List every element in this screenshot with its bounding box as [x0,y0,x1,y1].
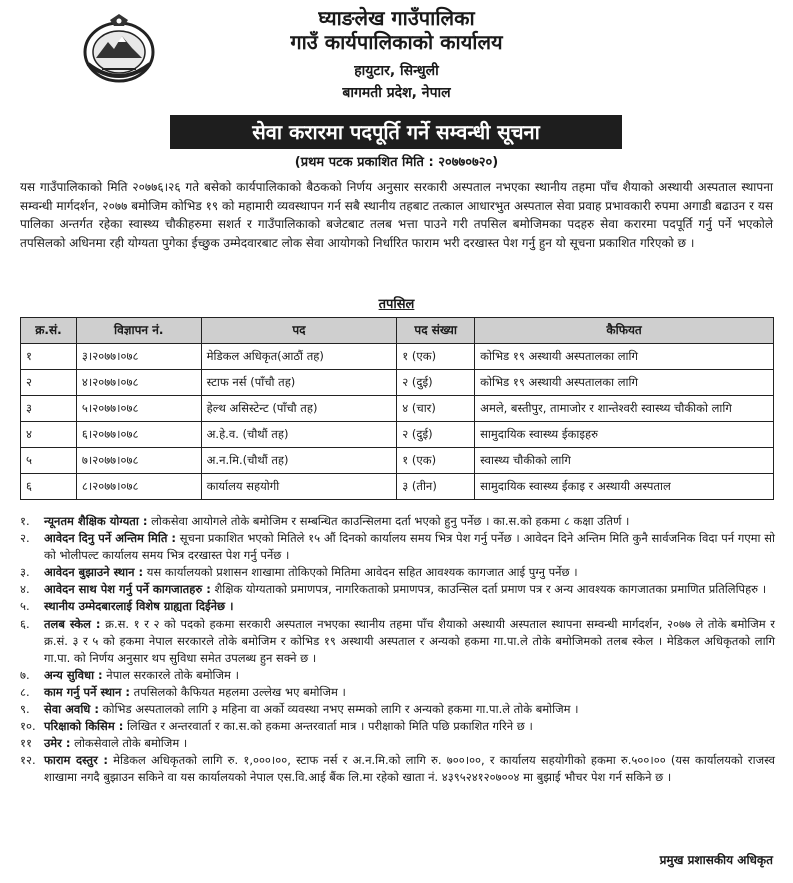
term-label: आवेदन दिनु पर्ने अन्तिम मिति : [44,531,177,546]
term-body [44,667,775,684]
term-body [44,598,775,615]
cell-ad-no: ७।२०७७।०७८ [76,448,201,474]
term-text: मेडिकल अधिकृतको लागि रु. १,०००।००, स्टाफ नर्स र अ.न.मि.को लागि रु. ७००।००, र कार्यालय सहयोगीको हकमा रु.५००।०० (यस कार्यालयको राजस्व शाखामा नगदै बुझाउन सकिने वा यस कार्यालयको नेपाल एस.वि.आई बैंक लि.मा रहेको खाता नं. ४३९५२४१२०७००४ मा बुझाई भौचर पेश गर्न सकिने छ । [44,753,775,785]
term-number: ४. [20,582,30,597]
cell-post: स्टाफ नर्स (पाँचौ तह) [201,370,397,396]
cell-count: १ (एक) [397,448,475,474]
cell-post: मेडिकल अधिकृत(आठौं तह) [201,344,397,370]
term-text: तपसिलको कैफियत महलमा उल्लेख भए बमोजिम । [130,684,346,699]
term-number: ११ [20,736,32,751]
cell-count: ३ (तीन) [397,474,475,500]
cell-ad-no: ८।२०७७।०७८ [76,474,201,500]
term-label: आवेदन बुझाउने स्थान : [44,565,144,580]
intro-paragraph: यस गाउँपालिकाको मिति २०७७६।२६ गते बसेको कार्यपालिकाको बैठकको निर्णय अनुसार सरकारी अस्पताल नभएका स्थानीय तहमा पाँच शैयाको अस्थायी अस्पताल स्थापना सम्वन्धी मार्गदर्शन, २०७७ बमोजिम कोभिड १९ को महामारी व्यवस्थापन गर्न सबै स्थानीय तहबाट तत्काल आधारभुत अस्पताल सेवा प्रवाह प्रभावकारी रुपमा अगाडी बढाउन र यस पालिका अन्तर्गत रहेका स्वास्थ्य चौकीहरुमा सशर्त र गाउँपालिकाको बजेटबाट तलब भत्ता पाउने गरी तपसिल बमोजिमका पदहरु सेवा करारमा पदपूर्ति गर्नु पर्ने भएकोले तपसिलको अधिनमा रही योग्यता पुगेका ईच्छुक उम्मेदवारबाट लोक सेवा आयोगको निर्धारित फाराम भरी दरखास्त पेश गर्नु हुन यो सूचना प्रकाशित गरिएको छ । [20,180,773,250]
term-body [44,684,775,701]
cell-post: अ.हे.व. (चौथौं तह) [201,422,397,448]
header-post: पद [201,318,397,344]
cell-sn: ५ [21,448,77,474]
term-item [20,564,775,581]
term-item [20,616,775,667]
term-label: अन्य सुविधा : [44,667,103,682]
cell-count: १ (एक) [397,344,475,370]
term-text: नेपाल सरकारले तोके बमोजिम । [102,667,239,682]
table-row [21,448,774,474]
cell-remarks: स्वास्थ्य चौकीको लागि [475,448,774,474]
cell-sn: १ [21,344,77,370]
term-number: ५. [20,599,30,614]
cell-count: २ (दुई) [397,370,475,396]
term-text: लिखित र अन्तरवार्ता र का.स.को हकमा अन्तरवार्ता मात्र । परीक्षाको मिति पछि प्रकाशित गरिने छ । [123,719,533,734]
cell-remarks: कोभिड १९ अस्थायी अस्पतालका लागि [475,344,774,370]
term-text: यस कार्यालयको प्रशासन शाखामा तोकिएको मितिमा आवेदन सहित आवश्यक कागजात आई पुग्नु पर्नेछ । [143,565,578,580]
signatory-title: प्रमुख प्रशासकीय अधिकृत [659,853,773,867]
table-row [21,422,774,448]
term-item [20,684,775,701]
terms-list [20,513,775,787]
term-item [20,701,775,718]
term-label: स्थानीय उम्मेदबारलाई विशेष ग्राह्यता दिईनेछ । [44,599,234,614]
cell-ad-no: ६।२०७७।०७८ [76,422,201,448]
cell-count: २ (दुई) [397,422,475,448]
term-label: उमेर : [44,736,71,751]
cell-sn: ६ [21,474,77,500]
term-number: ७. [20,667,30,682]
cell-ad-no: ५।२०७७।०७८ [76,396,201,422]
letterhead [0,4,793,108]
term-number: ६. [20,616,30,631]
term-body [44,718,775,735]
term-item [20,598,775,615]
term-body [44,735,775,752]
cell-remarks: सामुदायिक स्वास्थ्य ईकाइ र अस्थायी अस्पताल [475,474,774,500]
publish-date: (प्रथम पटक प्रकाशित मिति : २०७७०७२०) [294,155,499,170]
term-number: ९. [20,702,30,717]
table-header-row [21,318,774,344]
term-label: काम गर्नु पर्ने स्थान : [44,684,131,699]
header-ad-no: विज्ञापन नं. [76,318,201,344]
cell-remarks: अमले, बस्तीपुर, तामाजोर र शान्तेश्वरी स्वास्थ्य चौकीको लागि [475,396,774,422]
cell-post: हेल्थ असिस्टेन्ट (पाँचौ तह) [201,396,397,422]
term-number: २. [20,531,30,546]
cell-sn: २ [21,370,77,396]
term-text: क्र.स. १ र २ को पदको हकमा सरकारी अस्पताल नभएका स्थानीय तहमा पाँच शैयाको अस्थायी अस्पताल स्थापना सम्वन्धी मार्गदर्शन, २०७७ ले तोके बमोजिम र क्र.सं. ३ र ५ को हकमा नेपाल सरकारले तोके बमोजिम र कोभिड १९ अस्थायी अस्पताल र अन्यको हकमा गा.पा.ले तोके बमोजिमको तलब स्केल । मेडिकल अधिकृतको लागि गा.पा. को निर्णय अनुसार थप सुविधा समेत उपलब्ध हुन सक्ने छ । [44,616,775,665]
term-number: १. [20,514,30,528]
province-line: बागमती प्रदेश, नेपाल [342,85,451,101]
vacancy-table [20,317,774,500]
header-sn: क्र.सं. [21,318,77,344]
term-body [44,564,775,581]
term-text: लोकसेवा आयोगले तोके बमोजिम र सम्बन्धित काउन्सिलमा दर्ता भएको हुनु पर्नेछ । का.स.को हकमा ८ कक्षा उतिर्ण । [147,514,630,528]
term-number: ३. [20,565,30,580]
municipality-name: घ्याङलेख गाउँपालिका [318,6,475,30]
schedule-heading: तपसिल [378,297,415,312]
term-number: १०. [20,719,36,734]
term-number: ८. [20,684,30,699]
term-item [20,530,775,564]
cell-count: ४ (चार) [397,396,475,422]
term-label: फाराम दस्तुर : [44,753,108,768]
table-row [21,344,774,370]
term-label: परिक्षाको किसिम : [44,719,124,734]
term-text: शैक्षिक योग्यताको प्रमाणपत्र, नागरिकताको प्रमाणपत्र, काउन्सिल दर्ता प्रमाण पत्र र अन्य आवश्यक कागजातका प्रमाणित प्रतिलिपिहरु । [210,582,767,597]
header-count: पद संख्या [397,318,475,344]
term-item [20,735,775,752]
term-body [44,616,775,667]
term-body [44,752,775,786]
cell-sn: ४ [21,422,77,448]
term-item [20,752,775,786]
term-body [44,581,775,598]
term-item [20,513,775,530]
table-row [21,370,774,396]
term-label: आवेदन साथ पेश गर्नु पर्ने कागजातहरु : [44,582,211,597]
cell-post: कार्यालय सहयोगी [201,474,397,500]
table-row [21,396,774,422]
term-item [20,718,775,735]
cell-sn: ३ [21,396,77,422]
header-remarks: कैफियत [475,318,774,344]
term-body [44,513,775,530]
term-label: न्यूनतम शैक्षिक योग्यता : [44,514,148,528]
table-row [21,474,774,500]
term-label: सेवा अवधि : [44,702,99,717]
term-item [20,581,775,598]
term-text: लोकसेवाले तोके बमोजिम । [70,736,188,751]
notice-title: सेवा करारमा पदपूर्ति गर्ने सम्वन्धी सूचना [170,115,622,149]
term-body [44,701,775,718]
term-text: कोभिड अस्पतालको लागि ३ महिना वा अर्को व्यवस्था नभए सम्मको लागि र अन्यको हकमा गा.पा.ले तोके बमोजिम । [98,702,579,717]
office-name: गाउँ कार्यपालिकाको कार्यालय [290,30,503,54]
term-item [20,667,775,684]
cell-ad-no: ४।२०७७।०७८ [76,370,201,396]
cell-remarks: कोभिड १९ अस्थायी अस्पतालका लागि [475,370,774,396]
term-text: सूचना प्रकाशित भएको मितिले १५ औं दिनको कार्यालय समय भित्र पेश गर्नु पर्नेछ । आवेदन दिने अन्तिम मिति कुनै सार्वजनिक विदा पर्न गएमा सो को भोलीपल्ट कार्यालय समय भित्र दरखास्त पेश गर्नु पर्नेछ । [44,531,776,563]
cell-remarks: सामुदायिक स्वास्थ्य ईकाइहरु [475,422,774,448]
office-address: हायुटार, सिन्धुली [354,63,439,79]
term-number: १२. [20,753,36,768]
cell-ad-no: ३।२०७७।०७८ [76,344,201,370]
cell-post: अ.न.मि.(चौथौं तह) [201,448,397,474]
term-label: तलब स्केल : [44,616,101,631]
term-body [44,530,775,564]
